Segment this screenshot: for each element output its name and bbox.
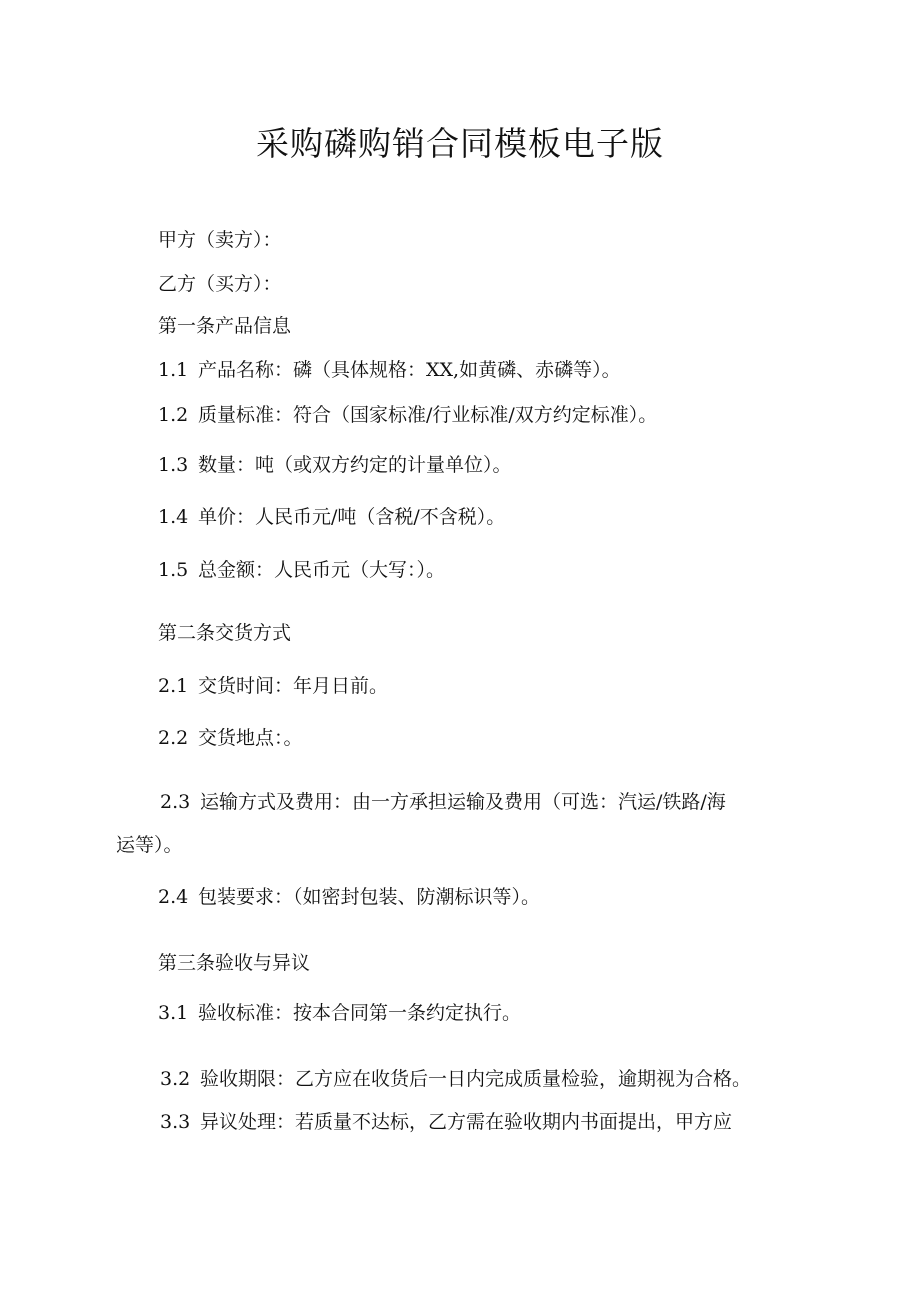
clause-item bbox=[158, 673, 388, 699]
clause-item bbox=[158, 557, 445, 583]
clause-text: 质量标准：符合（国家标准/行业标准/双方约定标准）。 bbox=[198, 404, 658, 426]
document-title: 采购磷购销合同模板电子版 bbox=[256, 124, 664, 163]
clause-text: 数量：吨（或双方约定的计量单位）。 bbox=[198, 454, 512, 476]
clause-number: 2.1 bbox=[158, 675, 189, 697]
clause-number: 1.5 bbox=[158, 559, 189, 581]
clause-item bbox=[158, 504, 505, 530]
section-heading: 第一条产品信息 bbox=[158, 315, 292, 337]
clause-number: 1.2 bbox=[158, 404, 189, 426]
clause-continuation: 运等）。 bbox=[116, 834, 183, 856]
clause-text: 交货时间：年月日前。 bbox=[198, 675, 389, 697]
clause-number: 3.2 bbox=[160, 1068, 191, 1090]
clause-item bbox=[158, 1000, 521, 1026]
clause-number: 3.3 bbox=[160, 1111, 191, 1133]
clause-item bbox=[158, 452, 512, 478]
section-heading: 第二条交货方式 bbox=[158, 622, 292, 644]
clause-text: 交货地点：。 bbox=[198, 727, 303, 749]
clause-number: 1.4 bbox=[158, 506, 189, 528]
party-a-label: 甲方（卖方）： bbox=[158, 229, 282, 251]
clause-item bbox=[160, 789, 726, 815]
clause-item bbox=[158, 884, 540, 910]
clause-text: 验收标准：按本合同第一条约定执行。 bbox=[198, 1002, 522, 1024]
clause-text: 异议处理：若质量不达标，乙方需在验收期内书面提出，甲方应 bbox=[200, 1111, 733, 1133]
clause-item bbox=[160, 1109, 732, 1135]
clause-item bbox=[158, 357, 621, 383]
clause-number: 2.2 bbox=[158, 727, 189, 749]
clause-number: 1.3 bbox=[158, 454, 189, 476]
clause-text: 验收期限：乙方应在收货后一日内完成质量检验，逾期视为合格。 bbox=[200, 1068, 752, 1090]
clause-number: 1.1 bbox=[158, 359, 189, 381]
clause-text: 单价：人民币元/吨（含税/不含税）。 bbox=[198, 506, 506, 528]
party-b-label: 乙方（买方）： bbox=[158, 273, 282, 295]
clause-text: 总金额：人民币元（大写：）。 bbox=[198, 559, 446, 581]
clause-number: 2.3 bbox=[160, 791, 191, 813]
clause-number: 2.4 bbox=[158, 886, 189, 908]
clause-item bbox=[160, 1066, 751, 1092]
clause-item bbox=[158, 725, 303, 751]
clause-text: 包装要求：（如密封包装、防潮标识等）。 bbox=[198, 886, 541, 908]
clause-number: 3.1 bbox=[158, 1002, 189, 1024]
clause-item bbox=[158, 402, 657, 428]
section-heading: 第三条验收与异议 bbox=[158, 952, 311, 974]
clause-text: 产品名称：磷（具体规格：XX,如黄磷、赤磷等）。 bbox=[198, 359, 621, 381]
clause-text: 运输方式及费用：由一方承担运输及费用（可选：汽运/铁路/海 bbox=[200, 791, 726, 813]
